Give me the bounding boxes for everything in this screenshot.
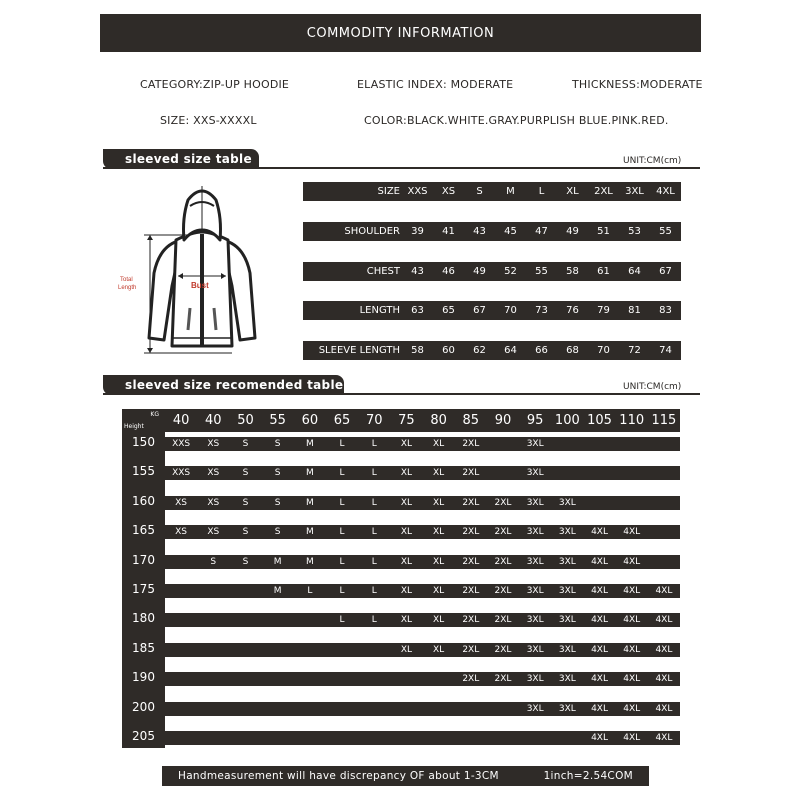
size-cell: S xyxy=(274,468,281,479)
size-cell: 2XL xyxy=(494,674,512,685)
weight-header-cell: 110 xyxy=(619,413,645,428)
discrepancy-note: Handmeasurement will have discrepancy OF about 1-3CM xyxy=(178,770,499,782)
cell: 67 xyxy=(659,266,672,277)
size-cell: 4XL xyxy=(623,733,641,743)
weight-header-cell: 60 xyxy=(301,413,319,428)
cell: 46 xyxy=(442,266,455,277)
cell: M xyxy=(506,186,515,197)
row-label: SIZE xyxy=(377,186,400,197)
recommended-row xyxy=(165,584,680,598)
cell: 70 xyxy=(597,345,610,356)
size-cell: XL xyxy=(400,439,412,449)
size-cell: 4XL xyxy=(655,703,673,714)
weight-header-cell: 70 xyxy=(365,413,383,428)
hoodie-icon xyxy=(112,178,292,358)
height-label-cell: 180 xyxy=(132,611,155,626)
size-cell: XS xyxy=(207,527,220,538)
size-cell: L xyxy=(339,556,345,567)
cell: 66 xyxy=(535,345,548,356)
size-cell: 2XL xyxy=(494,497,512,508)
size-cell: 3XL xyxy=(526,527,544,538)
size-cell: 4XL xyxy=(623,586,641,596)
height-label-cell: 200 xyxy=(132,699,155,714)
row-label: LENGTH xyxy=(359,305,400,316)
size-cell: 3XL xyxy=(526,644,544,655)
size-cell: M xyxy=(305,556,314,567)
size-cell: XXS xyxy=(172,439,191,449)
row-label: SLEEVE LENGTH xyxy=(318,345,400,356)
size-cell: XL xyxy=(433,527,445,538)
size-cell: L xyxy=(371,527,377,538)
size-cell: 3XL xyxy=(558,556,576,567)
size-cell: 4XL xyxy=(591,644,608,655)
cell: 49 xyxy=(566,226,579,237)
size-cell: 3XL xyxy=(558,674,576,685)
size-cell: L xyxy=(371,497,377,508)
recommended-row xyxy=(165,613,680,627)
cell: XS xyxy=(441,186,456,197)
weight-header-cell: 80 xyxy=(430,413,447,428)
weight-header-cell: 40 xyxy=(172,413,190,428)
size-cell: 4XL xyxy=(591,586,608,596)
cell: 81 xyxy=(628,305,641,316)
size-cell: L xyxy=(339,439,345,449)
size-cell: 4XL xyxy=(591,703,608,714)
weight-header-cell: 85 xyxy=(462,413,480,428)
cell: 72 xyxy=(628,345,641,356)
weight-header-cell: 90 xyxy=(494,413,512,428)
size-range-info: SIZE: XXS-XXXXL xyxy=(160,114,257,127)
height-label-cell: 165 xyxy=(132,523,155,538)
recommended-row xyxy=(165,496,680,510)
cell: 55 xyxy=(535,266,548,277)
height-label-cell: 160 xyxy=(132,493,155,508)
recommended-table-tab xyxy=(103,375,344,395)
size-cell: XL xyxy=(400,468,412,479)
cell: 58 xyxy=(411,345,424,356)
cell: 58 xyxy=(566,266,579,277)
weight-header-cell: 95 xyxy=(526,413,544,428)
size-cell: 4XL xyxy=(591,615,608,626)
commodity-title: COMMODITY INFORMATION xyxy=(306,25,495,41)
size-cell: XXS xyxy=(172,468,191,479)
size-row-shoulder xyxy=(303,222,681,241)
size-cell: 2XL xyxy=(462,497,480,508)
size-cell: 4XL xyxy=(655,733,673,743)
size-cell: S xyxy=(274,439,281,449)
size-cell: XL xyxy=(433,497,445,508)
cell: 3XL xyxy=(625,186,644,197)
cell: XL xyxy=(566,186,579,197)
size-cell: M xyxy=(273,556,282,567)
cell: 53 xyxy=(628,226,641,237)
cell: 68 xyxy=(566,345,579,356)
size-cell: L xyxy=(339,615,345,626)
size-cell: M xyxy=(305,468,314,479)
size-cell: L xyxy=(339,497,345,508)
cell: 62 xyxy=(473,345,486,356)
cell: 83 xyxy=(659,305,672,316)
recommended-row xyxy=(165,525,680,539)
size-cell: 4XL xyxy=(655,615,673,626)
height-label-cell: 155 xyxy=(132,464,155,479)
color-info: COLOR:BLACK.WHITE.GRAY.PURPLISH BLUE.PINK.RED. xyxy=(364,114,669,127)
size-cell: 3XL xyxy=(558,703,576,714)
size-row-length xyxy=(303,301,681,320)
size-cell: L xyxy=(371,615,377,626)
recommended-row xyxy=(165,466,680,480)
weight-header-cell: 115 xyxy=(651,413,677,428)
size-cell: M xyxy=(305,497,314,508)
cell: 61 xyxy=(597,266,610,277)
size-cell: 4XL xyxy=(591,733,608,743)
height-label-cell: 150 xyxy=(132,435,155,449)
cell: 43 xyxy=(473,226,486,237)
cell: 70 xyxy=(504,305,517,316)
cell: S xyxy=(476,186,483,197)
size-cell: L xyxy=(371,468,377,479)
size-cell: XL xyxy=(400,527,412,538)
cell: 64 xyxy=(628,266,641,277)
size-cell: M xyxy=(305,439,314,449)
size-cell: 4XL xyxy=(655,644,673,655)
size-cell: L xyxy=(307,586,313,596)
weight-header-cell: 75 xyxy=(398,413,415,428)
cell: 60 xyxy=(442,345,455,356)
cell: 45 xyxy=(504,226,517,237)
cell: 76 xyxy=(566,305,579,316)
weight-header-cell: 100 xyxy=(554,413,580,428)
size-cell: XL xyxy=(433,615,445,626)
size-cell: XL xyxy=(400,644,412,655)
size-cell: XL xyxy=(400,615,412,626)
size-cell: L xyxy=(339,468,345,479)
measurement-note-bar xyxy=(162,766,649,786)
height-label-cell: 170 xyxy=(132,552,155,567)
size-cell: XS xyxy=(207,439,220,449)
size-cell: 4XL xyxy=(623,615,641,626)
cell: 49 xyxy=(473,266,486,277)
bust-label: Bust xyxy=(191,281,209,290)
category-info: CATEGORY:ZIP-UP HOODIE xyxy=(140,78,290,91)
size-cell: 3XL xyxy=(526,468,544,479)
size-cell: XL xyxy=(433,586,445,596)
size-cell: 3XL xyxy=(526,439,544,449)
size-cell: 2XL xyxy=(462,674,480,685)
size-cell: 3XL xyxy=(558,527,576,538)
cell: 52 xyxy=(504,266,517,277)
cell: XXS xyxy=(407,186,428,197)
size-cell: 3XL xyxy=(526,703,544,714)
size-cell: 2XL xyxy=(462,556,480,567)
size-cell: S xyxy=(242,527,249,538)
size-cell: 3XL xyxy=(526,615,544,626)
size-cell: M xyxy=(273,586,282,596)
weight-header-cell: 65 xyxy=(333,413,351,428)
height-label-cell: 185 xyxy=(132,640,155,655)
size-cell: 2XL xyxy=(462,615,480,626)
size-cell: 4XL xyxy=(591,556,608,567)
size-cell: L xyxy=(371,586,377,596)
section-divider xyxy=(103,393,700,395)
recommended-table-tab-label: sleeved size recomended table xyxy=(125,378,344,392)
recommended-row xyxy=(165,731,680,745)
size-cell: 2XL xyxy=(462,527,480,538)
size-table-tab xyxy=(103,149,259,169)
recommended-row xyxy=(165,643,680,657)
size-cell: XL xyxy=(400,586,412,596)
cell: 41 xyxy=(442,226,455,237)
size-cell: XL xyxy=(400,497,412,508)
size-cell: 2XL xyxy=(494,556,512,567)
size-row-sleeve-length xyxy=(303,341,681,360)
size-cell: 4XL xyxy=(623,703,641,714)
kg-label: KG xyxy=(150,411,159,418)
size-cell: 2XL xyxy=(462,468,480,479)
size-cell: L xyxy=(371,439,377,449)
size-cell: 3XL xyxy=(526,586,544,596)
size-cell: XS xyxy=(207,497,220,508)
size-cell: XL xyxy=(433,644,445,655)
size-cell: 3XL xyxy=(526,497,544,508)
weight-header-row xyxy=(122,409,680,432)
size-cell: 2XL xyxy=(494,527,512,538)
svg-text:Length: Length xyxy=(118,285,137,291)
size-cell: 2XL xyxy=(462,439,480,449)
cell: 39 xyxy=(411,226,424,237)
size-cell: 4XL xyxy=(655,674,673,685)
inch-conversion: 1inch=2.54COM xyxy=(543,770,633,782)
size-row-chest xyxy=(303,262,681,281)
size-cell: XS xyxy=(175,497,188,508)
size-cell: L xyxy=(371,556,377,567)
size-cell: 3XL xyxy=(558,615,576,626)
cell: L xyxy=(538,186,545,197)
size-cell: 3XL xyxy=(558,497,576,508)
recommended-row xyxy=(165,672,680,686)
height-label-cell: 190 xyxy=(132,670,155,685)
size-cell: 2XL xyxy=(494,586,512,596)
cell: 43 xyxy=(411,266,424,277)
height-label-cell: 175 xyxy=(132,582,155,596)
size-cell: 3XL xyxy=(558,586,576,596)
size-cell: 2XL xyxy=(494,615,512,626)
size-cell: XL xyxy=(433,556,445,567)
row-label: SHOULDER xyxy=(344,226,400,237)
size-cell: L xyxy=(339,586,345,596)
size-cell: 3XL xyxy=(558,644,576,655)
size-cell: S xyxy=(210,556,217,567)
height-label: Height xyxy=(124,423,144,430)
cell: 2XL xyxy=(594,186,613,197)
size-cell: XS xyxy=(175,527,188,538)
recommended-row xyxy=(165,555,680,569)
recommended-row xyxy=(165,702,680,716)
size-cell: S xyxy=(242,497,249,508)
size-cell: 3XL xyxy=(526,674,544,685)
cell: 51 xyxy=(597,226,610,237)
cell: 65 xyxy=(442,305,455,316)
size-cell: S xyxy=(242,556,249,567)
cell: 73 xyxy=(535,305,548,316)
size-cell: XS xyxy=(207,468,220,479)
size-cell: XL xyxy=(400,556,412,567)
size-cell: 4XL xyxy=(623,674,641,685)
size-row-size xyxy=(303,182,681,201)
cell: 79 xyxy=(597,305,610,316)
elastic-index-info: ELASTIC INDEX: MODERATE xyxy=(357,78,514,91)
recommended-table-unit: UNIT:CM(cm) xyxy=(623,382,682,392)
cell: 55 xyxy=(659,226,672,237)
hoodie-diagram xyxy=(112,178,292,358)
size-cell: 3XL xyxy=(526,556,544,567)
svg-text:Total: Total xyxy=(120,277,133,283)
weight-header-cell: 105 xyxy=(587,413,612,428)
recommended-row xyxy=(165,437,680,451)
size-cell: 2XL xyxy=(462,644,480,655)
size-cell: L xyxy=(339,527,345,538)
size-table-unit: UNIT:CM(cm) xyxy=(623,156,682,166)
size-cell: 4XL xyxy=(623,556,641,567)
height-column xyxy=(122,409,165,748)
size-cell: 4XL xyxy=(623,527,641,538)
cell: 47 xyxy=(535,226,548,237)
cell: 4XL xyxy=(656,186,675,197)
table-corner xyxy=(122,409,165,432)
weight-header-cell: 40 xyxy=(205,413,222,428)
thickness-info: THICKNESS:MODERATE xyxy=(572,78,703,91)
commodity-info-header xyxy=(100,14,701,52)
size-cell: XL xyxy=(433,439,445,449)
cell: 67 xyxy=(473,305,486,316)
size-cell: 4XL xyxy=(591,527,608,538)
size-cell: S xyxy=(242,468,249,479)
size-cell: 4XL xyxy=(623,644,641,655)
row-label: CHEST xyxy=(366,266,400,277)
cell: 74 xyxy=(659,345,672,356)
size-cell: 2XL xyxy=(462,586,480,596)
height-label-cell: 205 xyxy=(132,729,155,743)
size-cell: 2XL xyxy=(494,644,512,655)
cell: 63 xyxy=(411,305,424,316)
size-cell: 4XL xyxy=(591,674,608,685)
size-cell: S xyxy=(242,439,249,449)
size-table-tab-label: sleeved size table xyxy=(125,152,252,166)
weight-header-cell: 55 xyxy=(269,413,286,428)
size-cell: S xyxy=(274,497,281,508)
weight-header-cell: 50 xyxy=(237,413,254,428)
size-cell: S xyxy=(274,527,281,538)
size-cell: XL xyxy=(433,468,445,479)
size-cell: M xyxy=(305,527,314,538)
section-divider xyxy=(103,167,700,169)
cell: 64 xyxy=(504,345,517,356)
size-cell: 4XL xyxy=(655,586,673,596)
